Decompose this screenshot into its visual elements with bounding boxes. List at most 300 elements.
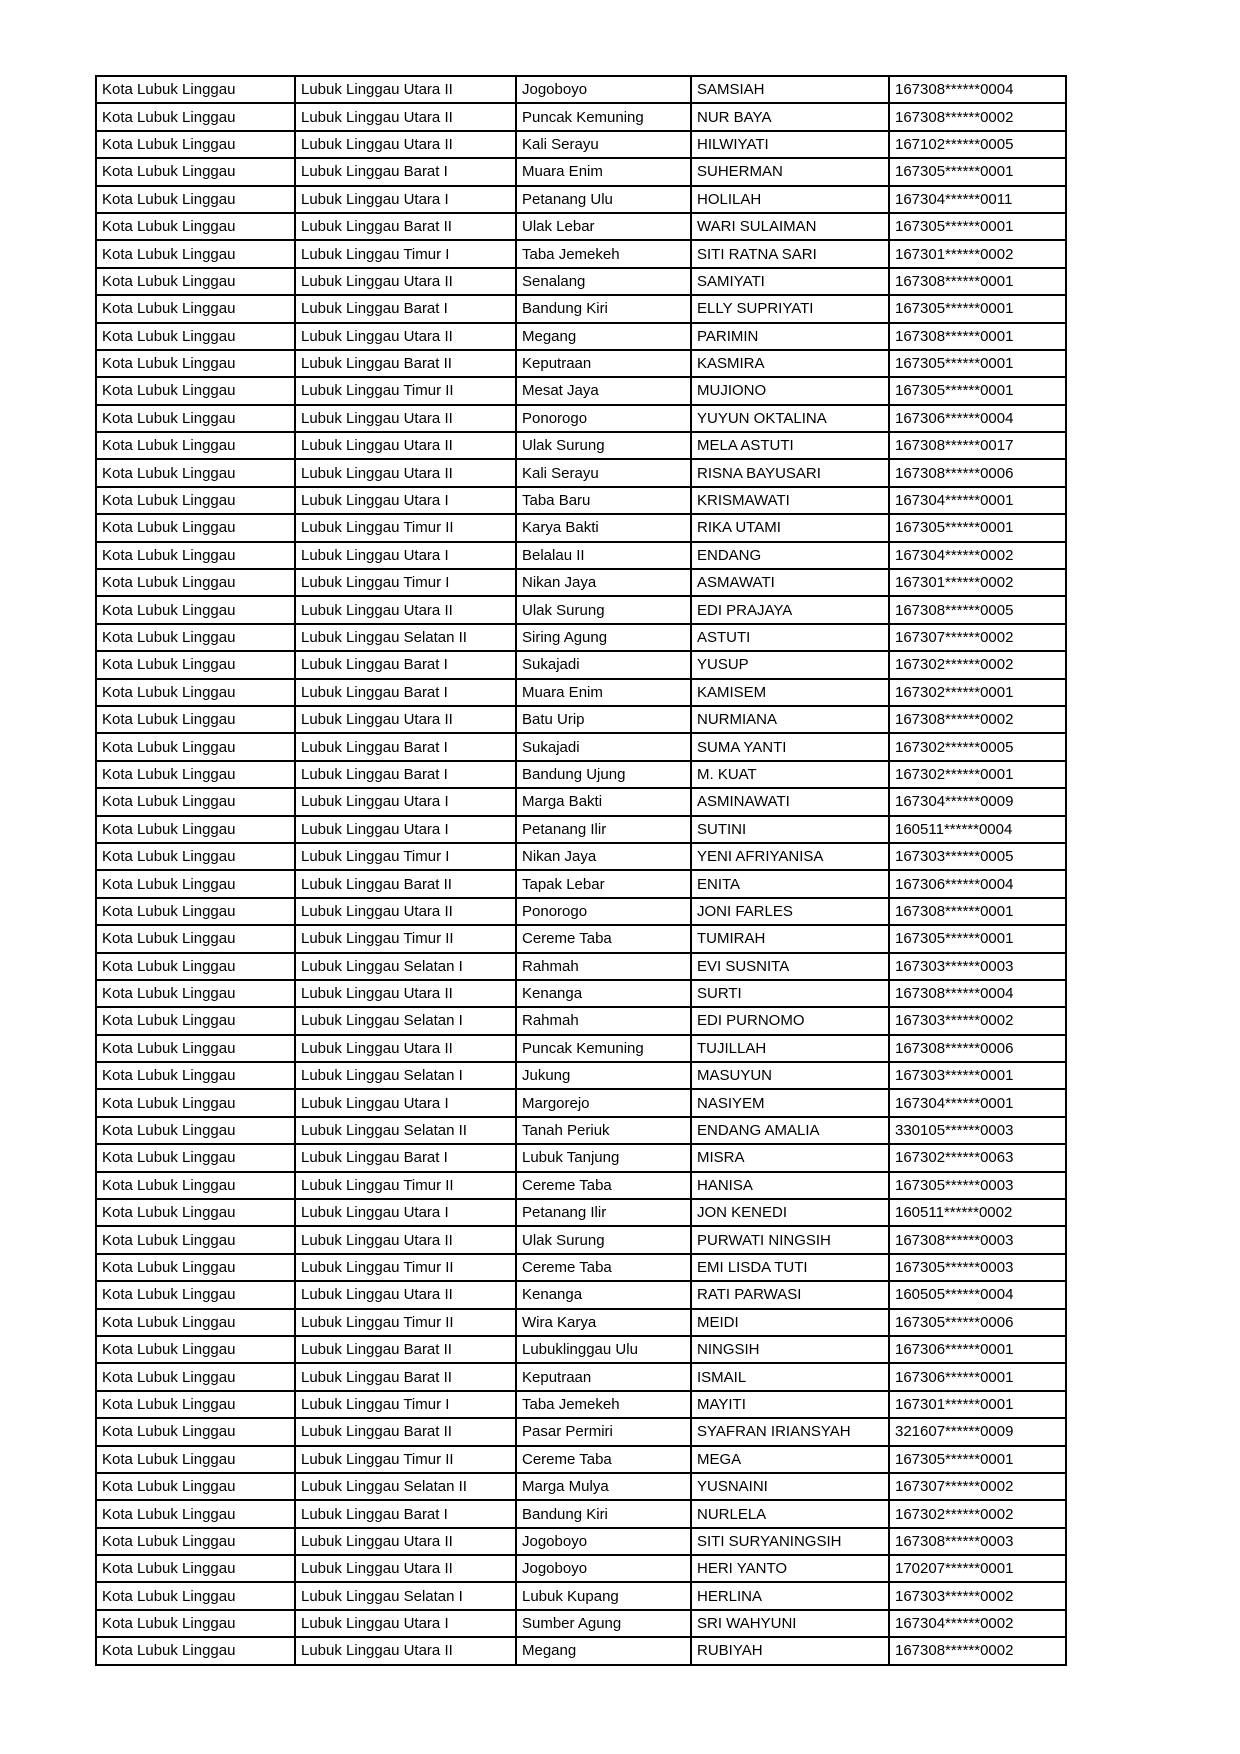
table-row xyxy=(96,1637,1066,1664)
cell-nama: MUJIONO xyxy=(691,377,889,404)
cell-kota: Kota Lubuk Linggau xyxy=(96,459,295,486)
table-row xyxy=(96,514,1066,541)
cell-nik: 167302******0002 xyxy=(889,1500,1066,1527)
cell-nama: KASMIRA xyxy=(691,350,889,377)
cell-nik: 167301******0001 xyxy=(889,1391,1066,1418)
cell-nik: 167308******0005 xyxy=(889,596,1066,623)
cell-kelurahan: Muara Enim xyxy=(516,158,691,185)
table-row xyxy=(96,1528,1066,1555)
table-row xyxy=(96,1226,1066,1253)
cell-kelurahan: Rahmah xyxy=(516,1007,691,1034)
cell-nik: 167305******0001 xyxy=(889,925,1066,952)
cell-nama: KRISMAWATI xyxy=(691,487,889,514)
cell-kecamatan: Lubuk Linggau Barat I xyxy=(295,1144,516,1171)
cell-kelurahan: Cereme Taba xyxy=(516,925,691,952)
cell-kecamatan: Lubuk Linggau Timur II xyxy=(295,377,516,404)
table-row xyxy=(96,377,1066,404)
cell-nik: 160511******0004 xyxy=(889,816,1066,843)
cell-kota: Kota Lubuk Linggau xyxy=(96,651,295,678)
cell-nik: 167308******0004 xyxy=(889,76,1066,103)
cell-kecamatan: Lubuk Linggau Utara II xyxy=(295,131,516,158)
table-row xyxy=(96,651,1066,678)
cell-nama: SUTINI xyxy=(691,816,889,843)
cell-kecamatan: Lubuk Linggau Selatan I xyxy=(295,1007,516,1034)
cell-kecamatan: Lubuk Linggau Utara II xyxy=(295,1281,516,1308)
cell-kota: Kota Lubuk Linggau xyxy=(96,377,295,404)
cell-nama: MELA ASTUTI xyxy=(691,432,889,459)
cell-kota: Kota Lubuk Linggau xyxy=(96,1500,295,1527)
table-row xyxy=(96,1007,1066,1034)
table-row xyxy=(96,542,1066,569)
cell-kecamatan: Lubuk Linggau Barat II xyxy=(295,1363,516,1390)
cell-kelurahan: Petanang Ilir xyxy=(516,1199,691,1226)
cell-nik: 167305******0001 xyxy=(889,158,1066,185)
cell-kecamatan: Lubuk Linggau Timur II xyxy=(295,1309,516,1336)
cell-kecamatan: Lubuk Linggau Selatan II xyxy=(295,1473,516,1500)
cell-kecamatan: Lubuk Linggau Selatan I xyxy=(295,1062,516,1089)
cell-kota: Kota Lubuk Linggau xyxy=(96,487,295,514)
cell-nama: PURWATI NINGSIH xyxy=(691,1226,889,1253)
table-row xyxy=(96,1199,1066,1226)
cell-kota: Kota Lubuk Linggau xyxy=(96,1446,295,1473)
cell-nama: RUBIYAH xyxy=(691,1637,889,1664)
cell-nik: 167304******0002 xyxy=(889,1610,1066,1637)
cell-nama: TUJILLAH xyxy=(691,1035,889,1062)
cell-kota: Kota Lubuk Linggau xyxy=(96,1199,295,1226)
cell-kelurahan: Rahmah xyxy=(516,953,691,980)
cell-kota: Kota Lubuk Linggau xyxy=(96,103,295,130)
cell-nik: 167308******0001 xyxy=(889,268,1066,295)
table-row xyxy=(96,843,1066,870)
table-row xyxy=(96,240,1066,267)
cell-kecamatan: Lubuk Linggau Selatan II xyxy=(295,624,516,651)
cell-nama: RISNA BAYUSARI xyxy=(691,459,889,486)
cell-kelurahan: Kali Serayu xyxy=(516,131,691,158)
cell-nama: HANISA xyxy=(691,1172,889,1199)
cell-kota: Kota Lubuk Linggau xyxy=(96,624,295,651)
cell-nik: 167304******0002 xyxy=(889,542,1066,569)
cell-nama: EVI SUSNITA xyxy=(691,953,889,980)
cell-nama: NASIYEM xyxy=(691,1089,889,1116)
cell-kecamatan: Lubuk Linggau Barat II xyxy=(295,1418,516,1445)
cell-kecamatan: Lubuk Linggau Barat I xyxy=(295,158,516,185)
table-row xyxy=(96,268,1066,295)
cell-kota: Kota Lubuk Linggau xyxy=(96,953,295,980)
cell-kelurahan: Sukajadi xyxy=(516,651,691,678)
cell-kecamatan: Lubuk Linggau Utara II xyxy=(295,898,516,925)
cell-nama: ENDANG AMALIA xyxy=(691,1117,889,1144)
cell-nama: NURLELA xyxy=(691,1500,889,1527)
cell-nik: 167306******0001 xyxy=(889,1363,1066,1390)
cell-kecamatan: Lubuk Linggau Barat II xyxy=(295,350,516,377)
cell-nama: YUSUP xyxy=(691,651,889,678)
cell-kecamatan: Lubuk Linggau Utara II xyxy=(295,706,516,733)
cell-kelurahan: Taba Jemekeh xyxy=(516,1391,691,1418)
table-row xyxy=(96,1254,1066,1281)
cell-kelurahan: Pasar Permiri xyxy=(516,1418,691,1445)
cell-kecamatan: Lubuk Linggau Selatan I xyxy=(295,1582,516,1609)
cell-kota: Kota Lubuk Linggau xyxy=(96,186,295,213)
table-row xyxy=(96,1281,1066,1308)
cell-nama: ASMINAWATI xyxy=(691,788,889,815)
cell-kecamatan: Lubuk Linggau Utara II xyxy=(295,405,516,432)
cell-nama: EDI PRAJAYA xyxy=(691,596,889,623)
cell-kecamatan: Lubuk Linggau Utara I xyxy=(295,487,516,514)
table-row xyxy=(96,186,1066,213)
cell-kecamatan: Lubuk Linggau Timur II xyxy=(295,925,516,952)
cell-kota: Kota Lubuk Linggau xyxy=(96,158,295,185)
cell-nik: 167308******0003 xyxy=(889,1528,1066,1555)
cell-kelurahan: Ponorogo xyxy=(516,405,691,432)
cell-kota: Kota Lubuk Linggau xyxy=(96,295,295,322)
cell-kota: Kota Lubuk Linggau xyxy=(96,1555,295,1582)
cell-kelurahan: Taba Baru xyxy=(516,487,691,514)
cell-kelurahan: Lubuk Kupang xyxy=(516,1582,691,1609)
cell-kecamatan: Lubuk Linggau Barat II xyxy=(295,213,516,240)
cell-kecamatan: Lubuk Linggau Utara II xyxy=(295,596,516,623)
cell-nama: SAMIYATI xyxy=(691,268,889,295)
cell-kota: Kota Lubuk Linggau xyxy=(96,1473,295,1500)
table-row xyxy=(96,870,1066,897)
cell-kota: Kota Lubuk Linggau xyxy=(96,350,295,377)
cell-kecamatan: Lubuk Linggau Utara I xyxy=(295,788,516,815)
cell-kota: Kota Lubuk Linggau xyxy=(96,1254,295,1281)
cell-nama: SRI WAHYUNI xyxy=(691,1610,889,1637)
cell-kota: Kota Lubuk Linggau xyxy=(96,569,295,596)
cell-nama: EDI PURNOMO xyxy=(691,1007,889,1034)
cell-nik: 167308******0004 xyxy=(889,980,1066,1007)
cell-kelurahan: Kenanga xyxy=(516,1281,691,1308)
cell-kota: Kota Lubuk Linggau xyxy=(96,1309,295,1336)
cell-nama: ISMAIL xyxy=(691,1363,889,1390)
cell-kelurahan: Ulak Lebar xyxy=(516,213,691,240)
cell-nik: 167302******0063 xyxy=(889,1144,1066,1171)
cell-kelurahan: Jogoboyo xyxy=(516,76,691,103)
cell-kelurahan: Lubuklinggau Ulu xyxy=(516,1336,691,1363)
cell-kecamatan: Lubuk Linggau Utara II xyxy=(295,1528,516,1555)
cell-nama: RATI PARWASI xyxy=(691,1281,889,1308)
cell-nik: 167303******0003 xyxy=(889,953,1066,980)
cell-kecamatan: Lubuk Linggau Barat II xyxy=(295,1336,516,1363)
cell-nama: ENDANG xyxy=(691,542,889,569)
cell-kota: Kota Lubuk Linggau xyxy=(96,1336,295,1363)
cell-kecamatan: Lubuk Linggau Timur II xyxy=(295,514,516,541)
cell-nik: 167308******0002 xyxy=(889,103,1066,130)
cell-kelurahan: Puncak Kemuning xyxy=(516,1035,691,1062)
cell-kecamatan: Lubuk Linggau Utara II xyxy=(295,103,516,130)
cell-kota: Kota Lubuk Linggau xyxy=(96,816,295,843)
cell-nik: 330105******0003 xyxy=(889,1117,1066,1144)
residents-table-body xyxy=(96,76,1066,1665)
cell-kelurahan: Batu Urip xyxy=(516,706,691,733)
table-row xyxy=(96,1363,1066,1390)
cell-nama: EMI LISDA TUTI xyxy=(691,1254,889,1281)
cell-kelurahan: Sukajadi xyxy=(516,733,691,760)
cell-nama: M. KUAT xyxy=(691,761,889,788)
cell-kota: Kota Lubuk Linggau xyxy=(96,788,295,815)
cell-kota: Kota Lubuk Linggau xyxy=(96,1172,295,1199)
cell-kecamatan: Lubuk Linggau Utara I xyxy=(295,816,516,843)
cell-nik: 167304******0001 xyxy=(889,1089,1066,1116)
table-row xyxy=(96,953,1066,980)
cell-nik: 167303******0001 xyxy=(889,1062,1066,1089)
cell-kelurahan: Keputraan xyxy=(516,1363,691,1390)
cell-kota: Kota Lubuk Linggau xyxy=(96,1035,295,1062)
cell-kecamatan: Lubuk Linggau Timur I xyxy=(295,569,516,596)
cell-kota: Kota Lubuk Linggau xyxy=(96,843,295,870)
cell-kelurahan: Tanah Periuk xyxy=(516,1117,691,1144)
cell-nama: YUYUN OKTALINA xyxy=(691,405,889,432)
cell-nama: ASMAWATI xyxy=(691,569,889,596)
table-row xyxy=(96,1089,1066,1116)
cell-kecamatan: Lubuk Linggau Timur I xyxy=(295,240,516,267)
cell-kecamatan: Lubuk Linggau Barat I xyxy=(295,295,516,322)
table-row xyxy=(96,103,1066,130)
cell-nik: 170207******0001 xyxy=(889,1555,1066,1582)
cell-kota: Kota Lubuk Linggau xyxy=(96,925,295,952)
cell-kelurahan: Petanang Ilir xyxy=(516,816,691,843)
cell-nik: 167102******0005 xyxy=(889,131,1066,158)
cell-kecamatan: Lubuk Linggau Timur II xyxy=(295,1172,516,1199)
cell-nik: 167305******0001 xyxy=(889,213,1066,240)
cell-kecamatan: Lubuk Linggau Barat I xyxy=(295,1500,516,1527)
cell-kelurahan: Cereme Taba xyxy=(516,1446,691,1473)
cell-nik: 167305******0001 xyxy=(889,377,1066,404)
cell-nama: WARI SULAIMAN xyxy=(691,213,889,240)
cell-kelurahan: Siring Agung xyxy=(516,624,691,651)
cell-kota: Kota Lubuk Linggau xyxy=(96,432,295,459)
cell-kota: Kota Lubuk Linggau xyxy=(96,1226,295,1253)
table-row xyxy=(96,1473,1066,1500)
cell-kota: Kota Lubuk Linggau xyxy=(96,980,295,1007)
cell-kelurahan: Kenanga xyxy=(516,980,691,1007)
cell-nik: 167302******0001 xyxy=(889,679,1066,706)
cell-nik: 167304******0001 xyxy=(889,487,1066,514)
cell-kota: Kota Lubuk Linggau xyxy=(96,1007,295,1034)
cell-kelurahan: Petanang Ulu xyxy=(516,186,691,213)
cell-kota: Kota Lubuk Linggau xyxy=(96,131,295,158)
cell-nik: 167308******0017 xyxy=(889,432,1066,459)
cell-kecamatan: Lubuk Linggau Barat I xyxy=(295,733,516,760)
cell-kota: Kota Lubuk Linggau xyxy=(96,1528,295,1555)
cell-nama: MISRA xyxy=(691,1144,889,1171)
cell-kecamatan: Lubuk Linggau Selatan II xyxy=(295,1117,516,1144)
cell-nik: 167306******0001 xyxy=(889,1336,1066,1363)
cell-kota: Kota Lubuk Linggau xyxy=(96,1089,295,1116)
table-row xyxy=(96,733,1066,760)
cell-kota: Kota Lubuk Linggau xyxy=(96,1582,295,1609)
cell-nama: NURMIANA xyxy=(691,706,889,733)
cell-nik: 167308******0003 xyxy=(889,1226,1066,1253)
cell-nama: PARIMIN xyxy=(691,323,889,350)
cell-nik: 167304******0011 xyxy=(889,186,1066,213)
table-row xyxy=(96,1062,1066,1089)
cell-kota: Kota Lubuk Linggau xyxy=(96,1363,295,1390)
table-row xyxy=(96,350,1066,377)
cell-nik: 167305******0003 xyxy=(889,1172,1066,1199)
cell-nama: RIKA UTAMI xyxy=(691,514,889,541)
cell-kota: Kota Lubuk Linggau xyxy=(96,733,295,760)
cell-nama: HOLILAH xyxy=(691,186,889,213)
table-row xyxy=(96,1418,1066,1445)
table-row xyxy=(96,213,1066,240)
table-row xyxy=(96,1500,1066,1527)
cell-nama: MAYITI xyxy=(691,1391,889,1418)
cell-kota: Kota Lubuk Linggau xyxy=(96,542,295,569)
cell-kota: Kota Lubuk Linggau xyxy=(96,323,295,350)
cell-kecamatan: Lubuk Linggau Utara II xyxy=(295,459,516,486)
cell-kecamatan: Lubuk Linggau Utara I xyxy=(295,1199,516,1226)
cell-kota: Kota Lubuk Linggau xyxy=(96,514,295,541)
table-row xyxy=(96,1172,1066,1199)
cell-kecamatan: Lubuk Linggau Timur I xyxy=(295,843,516,870)
cell-kelurahan: Ulak Surung xyxy=(516,596,691,623)
cell-nama: NUR BAYA xyxy=(691,103,889,130)
cell-nama: ASTUTI xyxy=(691,624,889,651)
cell-nik: 167303******0005 xyxy=(889,843,1066,870)
cell-nik: 167308******0006 xyxy=(889,459,1066,486)
cell-nama: NINGSIH xyxy=(691,1336,889,1363)
cell-kecamatan: Lubuk Linggau Timur II xyxy=(295,1254,516,1281)
cell-nik: 167308******0006 xyxy=(889,1035,1066,1062)
cell-kecamatan: Lubuk Linggau Barat II xyxy=(295,870,516,897)
cell-kelurahan: Belalau II xyxy=(516,542,691,569)
cell-nama: SITI SURYANINGSIH xyxy=(691,1528,889,1555)
cell-nik: 167307******0002 xyxy=(889,624,1066,651)
cell-kelurahan: Muara Enim xyxy=(516,679,691,706)
table-row xyxy=(96,405,1066,432)
cell-kota: Kota Lubuk Linggau xyxy=(96,870,295,897)
table-row xyxy=(96,761,1066,788)
table-row xyxy=(96,1391,1066,1418)
cell-nik: 167306******0004 xyxy=(889,870,1066,897)
cell-kota: Kota Lubuk Linggau xyxy=(96,679,295,706)
cell-kecamatan: Lubuk Linggau Utara II xyxy=(295,432,516,459)
table-row xyxy=(96,898,1066,925)
cell-nik: 167305******0006 xyxy=(889,1309,1066,1336)
cell-kelurahan: Keputraan xyxy=(516,350,691,377)
cell-kelurahan: Bandung Kiri xyxy=(516,295,691,322)
cell-kota: Kota Lubuk Linggau xyxy=(96,761,295,788)
cell-nama: YUSNAINI xyxy=(691,1473,889,1500)
cell-kota: Kota Lubuk Linggau xyxy=(96,596,295,623)
cell-nik: 167308******0001 xyxy=(889,323,1066,350)
cell-kelurahan: Bandung Kiri xyxy=(516,1500,691,1527)
cell-kelurahan: Kali Serayu xyxy=(516,459,691,486)
cell-kecamatan: Lubuk Linggau Timur II xyxy=(295,1446,516,1473)
cell-nik: 160505******0004 xyxy=(889,1281,1066,1308)
cell-nama: HERLINA xyxy=(691,1582,889,1609)
cell-kelurahan: Taba Jemekeh xyxy=(516,240,691,267)
cell-nama: SAMSIAH xyxy=(691,76,889,103)
cell-kelurahan: Megang xyxy=(516,1637,691,1664)
table-row xyxy=(96,1336,1066,1363)
cell-kota: Kota Lubuk Linggau xyxy=(96,213,295,240)
residents-table xyxy=(95,75,1067,1666)
table-row xyxy=(96,295,1066,322)
cell-kecamatan: Lubuk Linggau Utara II xyxy=(295,76,516,103)
cell-nama: HERI YANTO xyxy=(691,1555,889,1582)
cell-nik: 167305******0001 xyxy=(889,514,1066,541)
cell-kota: Kota Lubuk Linggau xyxy=(96,706,295,733)
cell-kecamatan: Lubuk Linggau Utara I xyxy=(295,1089,516,1116)
table-row xyxy=(96,596,1066,623)
cell-kecamatan: Lubuk Linggau Utara II xyxy=(295,1035,516,1062)
cell-nik: 167305******0001 xyxy=(889,295,1066,322)
table-row xyxy=(96,816,1066,843)
cell-nik: 167302******0002 xyxy=(889,651,1066,678)
table-row xyxy=(96,487,1066,514)
cell-kelurahan: Ulak Surung xyxy=(516,432,691,459)
table-row xyxy=(96,788,1066,815)
cell-kecamatan: Lubuk Linggau Utara I xyxy=(295,542,516,569)
cell-nama: SUMA YANTI xyxy=(691,733,889,760)
cell-kecamatan: Lubuk Linggau Utara II xyxy=(295,268,516,295)
cell-nama: HILWIYATI xyxy=(691,131,889,158)
cell-kelurahan: Nikan Jaya xyxy=(516,843,691,870)
table-row xyxy=(96,432,1066,459)
cell-kelurahan: Marga Bakti xyxy=(516,788,691,815)
table-row xyxy=(96,459,1066,486)
cell-kota: Kota Lubuk Linggau xyxy=(96,1144,295,1171)
cell-nama: SURTI xyxy=(691,980,889,1007)
table-row xyxy=(96,1144,1066,1171)
cell-nama: ELLY SUPRIYATI xyxy=(691,295,889,322)
cell-kelurahan: Senalang xyxy=(516,268,691,295)
table-row xyxy=(96,1309,1066,1336)
cell-kecamatan: Lubuk Linggau Utara II xyxy=(295,980,516,1007)
cell-kecamatan: Lubuk Linggau Utara II xyxy=(295,1226,516,1253)
cell-kelurahan: Jukung xyxy=(516,1062,691,1089)
cell-nik: 167302******0005 xyxy=(889,733,1066,760)
cell-kelurahan: Ponorogo xyxy=(516,898,691,925)
cell-kota: Kota Lubuk Linggau xyxy=(96,1281,295,1308)
cell-nik: 167303******0002 xyxy=(889,1007,1066,1034)
cell-kelurahan: Jogoboyo xyxy=(516,1528,691,1555)
cell-kecamatan: Lubuk Linggau Barat I xyxy=(295,651,516,678)
table-row xyxy=(96,1582,1066,1609)
cell-kelurahan: Jogoboyo xyxy=(516,1555,691,1582)
cell-nama: MEGA xyxy=(691,1446,889,1473)
cell-nama: JON KENEDI xyxy=(691,1199,889,1226)
cell-kelurahan: Ulak Surung xyxy=(516,1226,691,1253)
table-row xyxy=(96,679,1066,706)
cell-kota: Kota Lubuk Linggau xyxy=(96,1117,295,1144)
cell-nama: KAMISEM xyxy=(691,679,889,706)
cell-nama: SUHERMAN xyxy=(691,158,889,185)
cell-kelurahan: Karya Bakti xyxy=(516,514,691,541)
table-row xyxy=(96,569,1066,596)
cell-kelurahan: Puncak Kemuning xyxy=(516,103,691,130)
table-row xyxy=(96,1035,1066,1062)
cell-kota: Kota Lubuk Linggau xyxy=(96,1062,295,1089)
table-row xyxy=(96,624,1066,651)
table-row xyxy=(96,158,1066,185)
cell-kelurahan: Sumber Agung xyxy=(516,1610,691,1637)
cell-kelurahan: Mesat Jaya xyxy=(516,377,691,404)
table-row xyxy=(96,980,1066,1007)
cell-kelurahan: Megang xyxy=(516,323,691,350)
cell-kota: Kota Lubuk Linggau xyxy=(96,268,295,295)
cell-nama: MASUYUN xyxy=(691,1062,889,1089)
cell-nama: JONI FARLES xyxy=(691,898,889,925)
cell-nama: SYAFRAN IRIANSYAH xyxy=(691,1418,889,1445)
cell-kecamatan: Lubuk Linggau Barat I xyxy=(295,679,516,706)
cell-nama: MEIDI xyxy=(691,1309,889,1336)
cell-kota: Kota Lubuk Linggau xyxy=(96,898,295,925)
cell-kecamatan: Lubuk Linggau Timur I xyxy=(295,1391,516,1418)
cell-nik: 167303******0002 xyxy=(889,1582,1066,1609)
